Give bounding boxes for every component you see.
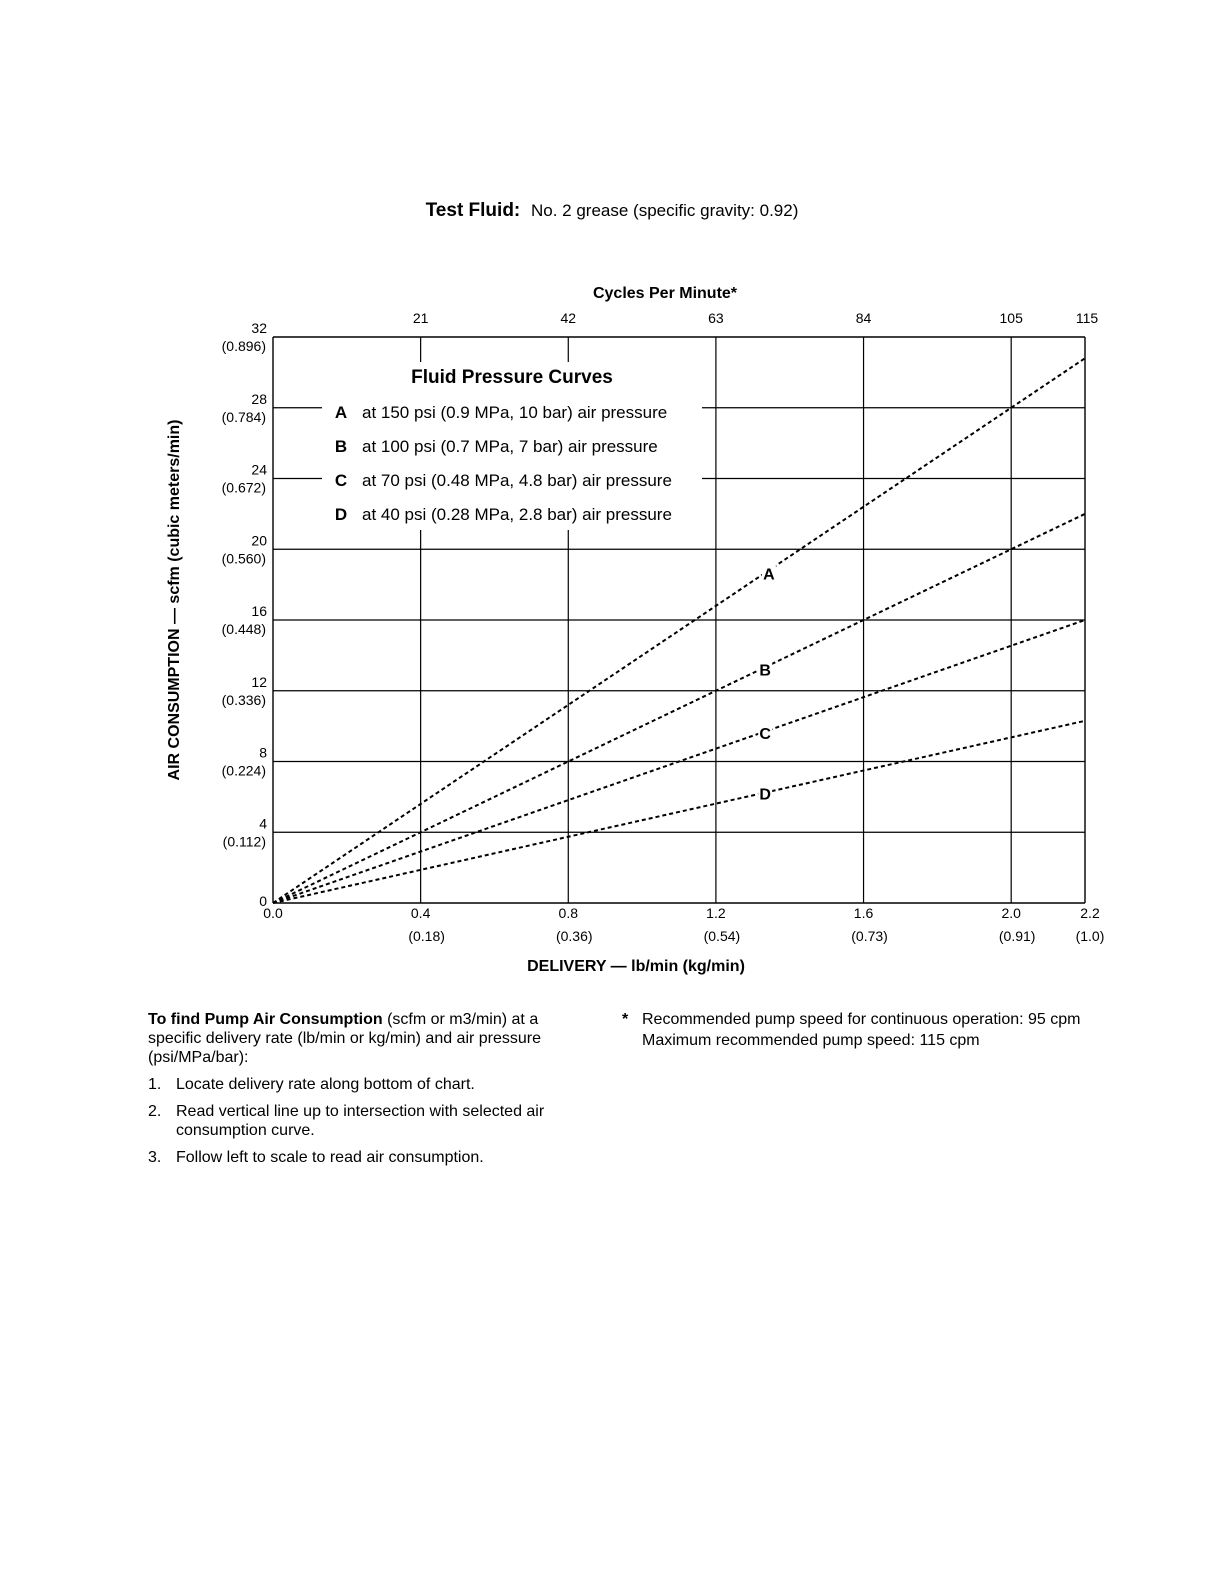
series-label-D: D — [759, 786, 771, 804]
legend-key: D — [334, 505, 348, 524]
x-axis-title: DELIVERY — lb/min (kg/min) — [527, 958, 745, 975]
x-tick-sublabel: (0.54) — [703, 928, 741, 944]
legend-key: B — [334, 437, 348, 456]
y-tick-label: 4 — [259, 815, 267, 832]
y-tick-sublabel: (0.224) — [221, 762, 266, 779]
y-tick-sublabel: (0.448) — [221, 621, 266, 637]
legend-key: C — [334, 471, 348, 490]
legend-key: A — [334, 403, 348, 422]
instructions-intro-rest: (scfm or m3/min) at a specific delivery rate (lb/min or kg/min) and air pressure (psi/MPa/bar): — [148, 1011, 542, 1066]
y-tick-sublabel: (0.560) — [221, 550, 266, 567]
footnote-marker: * — [622, 1011, 629, 1028]
step-text: Read vertical line up to intersection with selected air consumption curve. — [176, 1103, 545, 1139]
top-axis-title: Cycles Per Minute* — [592, 285, 738, 302]
x-tick-label: 1.6 — [853, 905, 874, 921]
x-tick-sublabel: (0.73) — [851, 928, 888, 944]
y-tick-sublabel: (0.112) — [222, 833, 266, 850]
instructions — [148, 1010, 593, 1175]
test-fluid-label: Test Fluid: — [425, 200, 521, 221]
instruction-step — [148, 1148, 593, 1167]
y-tick-label: 8 — [259, 744, 267, 761]
top-tick-label: 63 — [708, 310, 724, 326]
instruction-step — [148, 1075, 593, 1094]
air-consumption-chart — [0, 270, 1224, 990]
instruction-step — [148, 1102, 593, 1140]
footnote-line-max: Maximum recommended pump speed: 115 cpm — [642, 1032, 980, 1049]
legend-entry: at 70 psi (0.48 MPa, 4.8 bar) air pressure — [362, 471, 672, 490]
instructions-intro-bold: To find Pump Air Consumption — [148, 1011, 383, 1028]
instruction-steps — [148, 1075, 593, 1167]
x-tick-sublabel: (0.36) — [555, 928, 593, 944]
legend-entry: at 40 psi (0.28 MPa, 2.8 bar) air pressure — [362, 505, 672, 524]
y-tick-label: 20 — [251, 532, 267, 549]
y-tick-label: 28 — [251, 390, 267, 407]
instructions-intro — [148, 1010, 593, 1067]
legend-entry: at 150 psi (0.9 MPa, 10 bar) air pressure — [362, 403, 668, 422]
x-tick-label: 0.8 — [558, 905, 579, 921]
x-tick-label: 2.2 — [1080, 905, 1100, 921]
step-text: Follow left to scale to read air consumption. — [176, 1149, 484, 1166]
y-axis-title: AIR CONSUMPTION — scfm (cubic meters/min) — [166, 419, 183, 781]
y-tick-sublabel: (0.784) — [221, 408, 266, 425]
top-tick-label: 105 — [999, 310, 1023, 326]
y-tick-label: 16 — [251, 603, 267, 619]
series-label-C: C — [759, 726, 771, 744]
top-tick-label: 21 — [412, 310, 429, 326]
x-tick-label: 0.0 — [263, 905, 283, 921]
x-tick-label: 1.2 — [706, 905, 726, 921]
footnote-line-continuous: Recommended pump speed for continuous operation: 95 cpm — [642, 1011, 1081, 1028]
step-number: 2. — [148, 1103, 162, 1120]
y-tick-label: 0 — [259, 893, 267, 909]
y-tick-label: 32 — [251, 320, 267, 336]
x-tick-sublabel: (0.91) — [998, 928, 1036, 944]
step-number: 1. — [148, 1076, 162, 1093]
x-tick-sublabel: (1.0) — [1075, 928, 1105, 944]
legend-title: Fluid Pressure Curves — [411, 367, 613, 388]
series-line-D — [273, 721, 1085, 903]
x-tick-label: 0.4 — [410, 905, 431, 921]
step-text: Locate delivery rate along bottom of chart. — [176, 1076, 475, 1093]
legend-entry: at 100 psi (0.7 MPa, 7 bar) air pressure — [362, 437, 658, 456]
y-tick-sublabel: (0.896) — [221, 338, 266, 354]
series-line-B — [273, 514, 1085, 903]
y-tick-label: 12 — [251, 673, 267, 690]
test-fluid-header — [0, 200, 1224, 222]
y-tick-sublabel: (0.336) — [221, 691, 266, 708]
top-tick-label: 115 — [1075, 310, 1099, 326]
top-tick-label: 84 — [855, 310, 872, 326]
test-fluid-value: No. 2 grease (specific gravity: 0.92) — [530, 201, 799, 220]
series-label-A: A — [763, 566, 775, 584]
y-tick-label: 24 — [251, 461, 267, 478]
y-tick-sublabel: (0.672) — [221, 479, 266, 496]
series-label-B: B — [759, 662, 771, 680]
x-tick-label: 2.0 — [1001, 905, 1021, 921]
top-tick-label: 42 — [560, 310, 577, 326]
x-tick-sublabel: (0.18) — [408, 928, 445, 944]
step-number: 3. — [148, 1149, 162, 1166]
speed-footnote — [622, 1009, 1162, 1051]
